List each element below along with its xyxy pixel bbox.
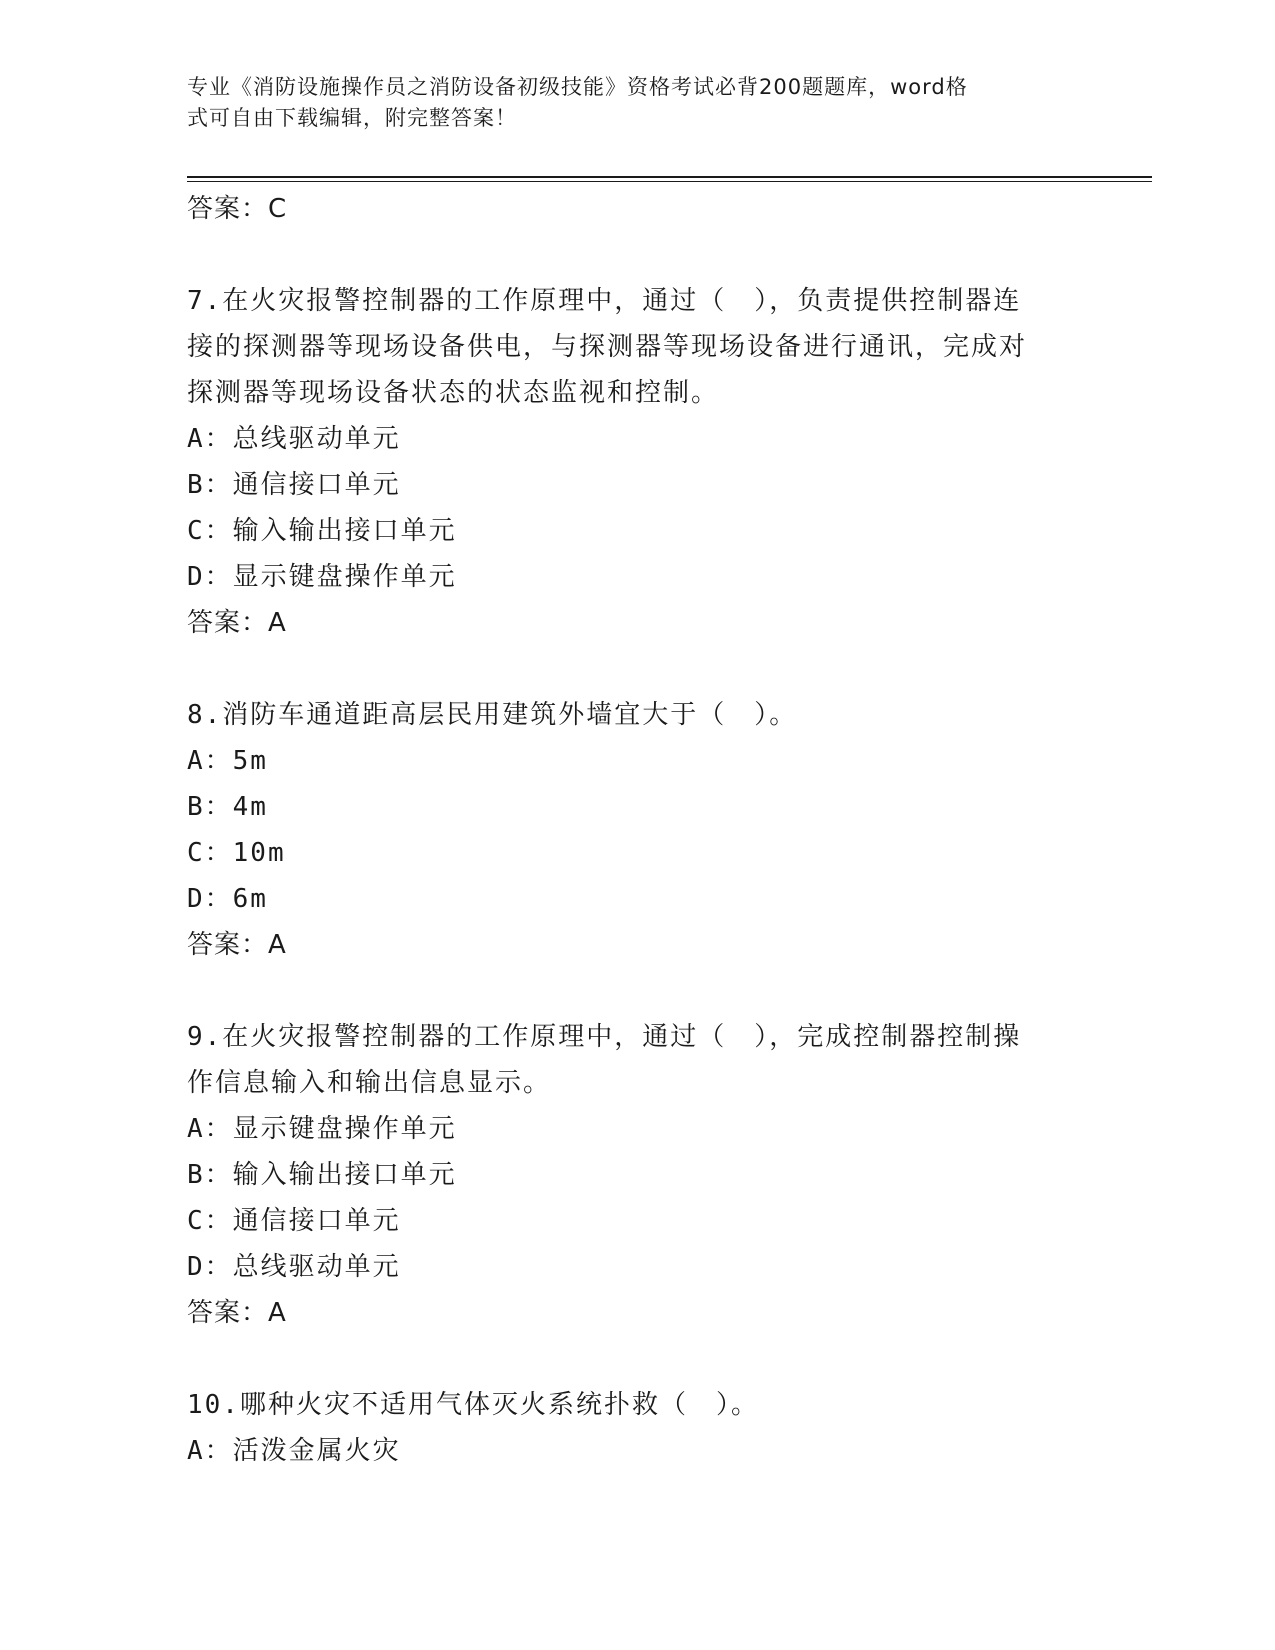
stem-line: 10.哪种火灾不适用气体灭火系统扑救（ ）。 [187,1390,759,1420]
option-a: A：5m [187,746,268,776]
option-d: D：6m [187,884,268,914]
stem-line: 探测器等现场设备状态的状态监视和控制。 [187,378,720,408]
answer-line: 答案：A [187,930,287,960]
question-stem [187,1382,1067,1428]
option-c: C：输入输出接口单元 [187,516,457,546]
stem-line: 接的探测器等现场设备供电，与探测器等现场设备进行通讯，完成对 [187,332,1028,362]
option-c: C：10m [187,838,286,868]
question-stem [187,278,1067,416]
question-block [187,1014,1067,1336]
question-block [187,278,1067,646]
stem-line: 7.在火灾报警控制器的工作原理中，通过（ ），负责提供控制器连 [187,286,1022,316]
header-divider-thin [187,181,1152,182]
question-stem [187,1014,1067,1106]
header-divider-thick [187,176,1152,178]
option-a: A：活泼金属火灾 [187,1436,401,1466]
option-d: D：总线驱动单元 [187,1252,401,1282]
header-line-2: 式可自由下载编辑，附完整答案！ [187,106,517,130]
header-line-1: 专业《消防设施操作员之消防设备初级技能》资格考试必背200题题库，word格 [187,75,968,99]
option-a: A：总线驱动单元 [187,424,401,454]
answer-line: 答案：C [187,194,288,224]
question-stem [187,692,1067,738]
answer-line: 答案：A [187,608,287,638]
option-c: C：通信接口单元 [187,1206,401,1236]
option-b: B：输入输出接口单元 [187,1160,457,1190]
option-b: B：4m [187,792,268,822]
stem-line: 9.在火灾报警控制器的工作原理中，通过（ ），完成控制器控制操 [187,1022,1022,1052]
question-block [187,692,1067,968]
option-d: D：显示键盘操作单元 [187,562,457,592]
question-block [187,1382,1067,1474]
stem-line: 8.消防车通道距高层民用建筑外墙宜大于（ ）。 [187,700,798,730]
option-a: A：显示键盘操作单元 [187,1114,457,1144]
question-list [187,186,1067,1474]
option-b: B：通信接口单元 [187,470,401,500]
stem-line: 作信息输入和输出信息显示。 [187,1068,552,1098]
document-header [187,72,1067,134]
answer-line: 答案：A [187,1298,287,1328]
